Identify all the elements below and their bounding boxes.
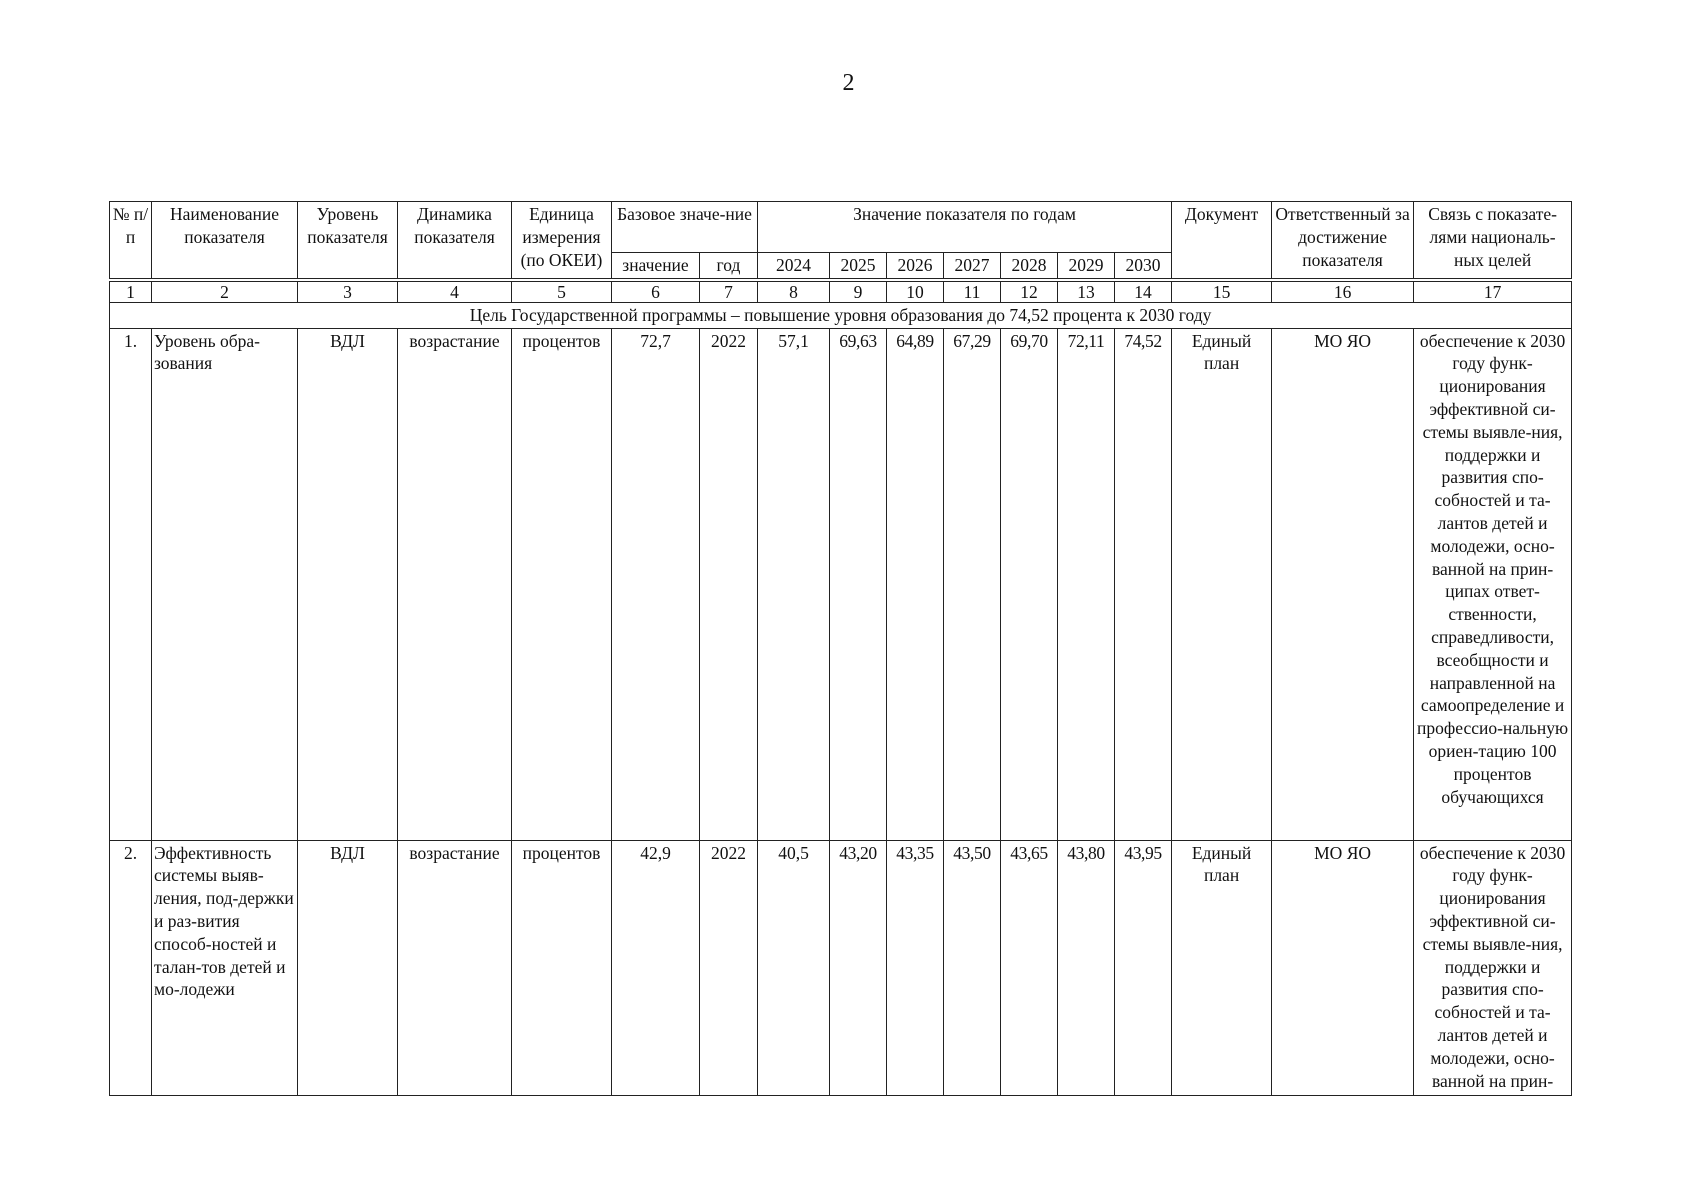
goal-row [110,302,1572,328]
indicators-table [109,201,1572,1096]
row-level: ВДЛ [298,840,398,1095]
header-year: 2026 [887,253,944,279]
table-row [110,328,1572,840]
row-num: 2. [110,840,152,1095]
header-link: Связь с показате-лями националь-ных целей [1414,202,1572,279]
row-base-year: 2022 [700,840,758,1095]
column-number: 11 [944,281,1001,302]
header-row [110,202,1572,253]
row-name: Эффективность системы выяв-ления, под-держки и раз-вития способ-ностей и талан-тов детей и мо-лодежи [152,840,298,1095]
table-row [110,840,1572,1095]
row-dynamics: возрастание [398,840,512,1095]
column-number: 9 [830,281,887,302]
header-year: 2028 [1001,253,1058,279]
row-unit: процентов [512,328,612,840]
row-value: 43,95 [1115,840,1172,1095]
header-year: 2025 [830,253,887,279]
row-level: ВДЛ [298,328,398,840]
row-link: обеспечение к 2030 году функ-ционирования эффективной си-стемы выявле-ния, поддержки и развития спо-собностей и та-лантов детей и молодежи, осно-ванной на прин- [1414,840,1572,1095]
row-responsible: МО ЯО [1272,328,1414,840]
row-value: 43,20 [830,840,887,1095]
header-year: 2027 [944,253,1001,279]
header-year: 2024 [758,253,830,279]
header-responsible: Ответственный за достижение показателя [1272,202,1414,279]
column-number-row [110,281,1572,302]
header-dynamics: Динамика показателя [398,202,512,279]
column-number: 1 [110,281,152,302]
header-name: Наименование показателя [152,202,298,279]
column-number: 15 [1172,281,1272,302]
row-value: 67,29 [944,328,1001,840]
row-value: 69,63 [830,328,887,840]
row-value: 43,35 [887,840,944,1095]
header-num: № п/п [110,202,152,279]
row-value: 72,11 [1058,328,1115,840]
row-value: 74,52 [1115,328,1172,840]
row-name: Уровень обра-зования [152,328,298,840]
row-num: 1. [110,328,152,840]
row-base-value: 72,7 [612,328,700,840]
row-value: 69,70 [1001,328,1058,840]
column-number: 17 [1414,281,1572,302]
row-value: 43,50 [944,840,1001,1095]
header-by-years: Значение показателя по годам [758,202,1172,253]
header-base: Базовое значе-ние [612,202,758,253]
column-number: 14 [1115,281,1172,302]
header-year: 2030 [1115,253,1172,279]
column-number: 16 [1272,281,1414,302]
header-base-year: год [700,253,758,279]
row-value: 40,5 [758,840,830,1095]
row-base-value: 42,9 [612,840,700,1095]
header-year: 2029 [1058,253,1115,279]
row-value: 57,1 [758,328,830,840]
column-number: 6 [612,281,700,302]
column-number: 8 [758,281,830,302]
row-responsible: МО ЯО [1272,840,1414,1095]
column-number: 5 [512,281,612,302]
row-base-year: 2022 [700,328,758,840]
header-base-value: значение [612,253,700,279]
row-document: Единый план [1172,328,1272,840]
row-dynamics: возрастание [398,328,512,840]
goal-text: Цель Государственной программы – повышение уровня образования до 74,52 процента к 2030 году [110,302,1572,328]
row-unit: процентов [512,840,612,1095]
row-value: 43,80 [1058,840,1115,1095]
row-document: Единый план [1172,840,1272,1095]
header-level: Уровень показателя [298,202,398,279]
column-number: 12 [1001,281,1058,302]
row-value: 43,65 [1001,840,1058,1095]
row-link: обеспечение к 2030 году функ-ционирования эффективной си-стемы выявле-ния, поддержки и развития спо-собностей и та-лантов детей и молодежи, осно-ванной на прин-ципах ответ-ственности, справедливости, всеобщности и направленной на самоопределение и профессио-нальную ориен-тацию 100 процентов обучающихся [1414,328,1572,840]
column-number: 13 [1058,281,1115,302]
column-number: 3 [298,281,398,302]
column-number: 4 [398,281,512,302]
column-number: 2 [152,281,298,302]
page-number: 2 [842,70,855,96]
header-unit: Единица измерения (по ОКЕИ) [512,202,612,279]
column-number: 7 [700,281,758,302]
row-value: 64,89 [887,328,944,840]
column-number: 10 [887,281,944,302]
header-document: Документ [1172,202,1272,279]
